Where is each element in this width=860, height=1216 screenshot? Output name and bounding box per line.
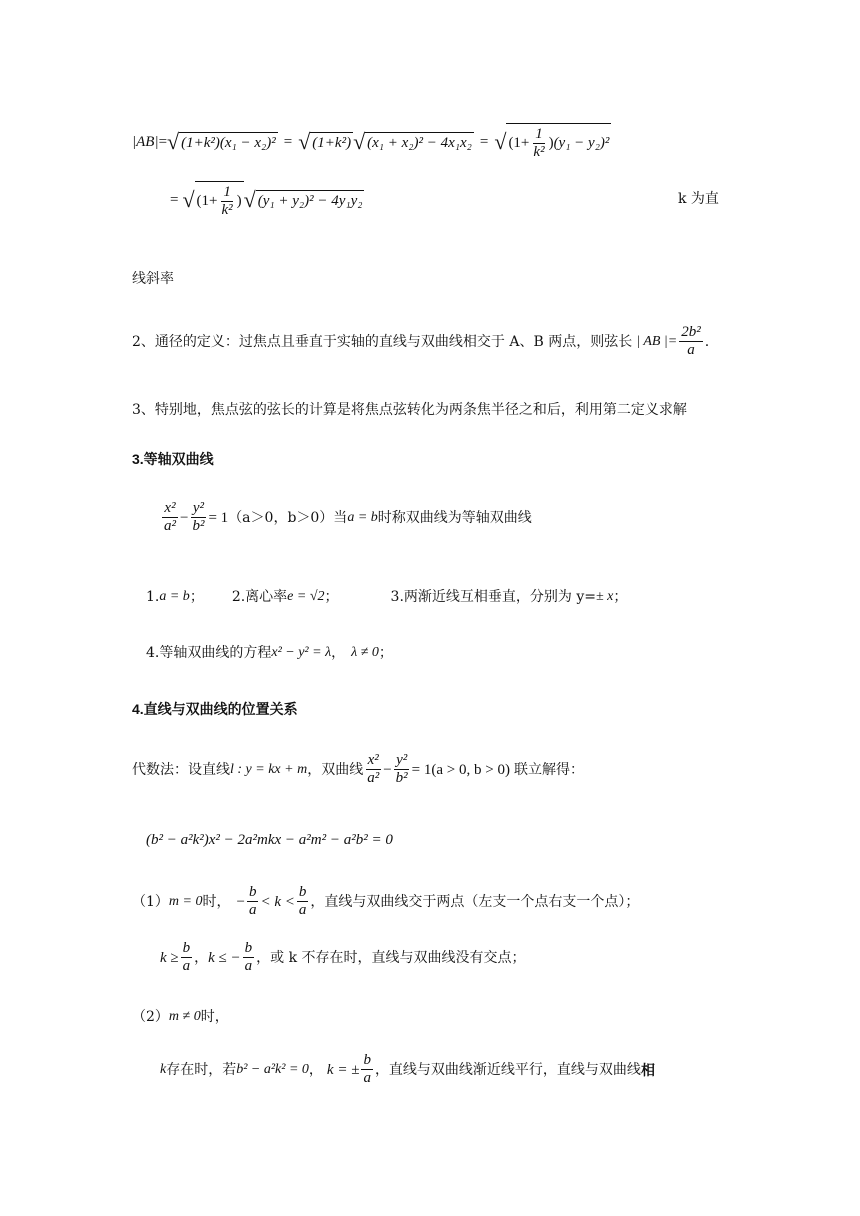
k-note-b: 线斜率 (132, 271, 174, 287)
algebraic-method: 代数法：设直线 l : y = kx + m ，双曲线 $\frac{\text{x²}}{\text{a²}}$ − $\frac{\text{y²}}{\text{b²}}$ = 1(a > 0, b > 0) 联立解得： (132, 752, 584, 786)
equiaxed-properties: 1. a = b ； 2.离心率 e = √2 ； 3.两渐近线互相垂直，分别为 y= ± x ； (146, 589, 628, 605)
equiaxed-definition: $\frac{\text{x²}}{\text{a²}}$ − $\frac{\text{y²}}{\text{b²}}$ = 1 （a＞0，b＞0）当 a = b 时称双曲线为等轴双曲线 (164, 500, 532, 534)
sqrt-term-3: (1+ $\frac{1}{\text{k²}}$ )(y₁ − y₂)² (506, 123, 611, 161)
case-2: （2） m ≠ 0 时， (132, 1009, 229, 1025)
case-1: （1） m = 0 时， − $\frac{b}{a}$ < k < $\frac{b}{a}$ ，直线与双曲线交于两点（左支一个点右支一个点）； (132, 884, 640, 918)
case-2-detail: k 存在时，若 b² − a²k² = 0 ， k = ± $\frac{b}{a}$ ，直线与双曲线渐近线平行，直线与双曲线 相 (160, 1052, 655, 1086)
chord-formula-line1: |AB| = √ (1+k²)(x₁ − x₂)² = √ (1+k²) √ (x₁ + x₂)² − 4x₁x₂ = √ (1+ $\frac{1}{\text{k²}}$ )(y₁ − y₂)² (132, 120, 611, 164)
latus-definition: 2、通径的定义：过焦点且垂直于实轴的直线与双曲线相交于 A、B 两点，则弦长 | AB |= $\frac{\text{2b²}}{a}$ . (132, 324, 710, 358)
heading-equiaxed: 3.等轴双曲线 (132, 451, 214, 467)
focal-chord-text: 3、特别地，焦点弦的弦长的计算是将焦点弦转化为两条焦半径之和后，利用第二定义求解 (132, 402, 687, 418)
sqrt-term-5: (y₁ + y₂)² − 4y₁y₂ (256, 190, 365, 210)
sqrt-term-2b: (x₁ + x₂)² − 4x₁x₂ (365, 132, 474, 152)
sqrt-term-2a: (1+k²) (310, 132, 353, 152)
chord-formula-line2: = √ (1+ $\frac{1}{\text{k²}}$ ) √ (y₁ + y₂)² − 4y₁y₂ (170, 178, 364, 222)
equiaxed-property-4: 4.等轴双曲线的方程 x² − y² = λ ， λ ≠ 0 ； (146, 645, 393, 661)
sqrt-term-1: (1+k²)(x₁ − x₂)² (179, 132, 278, 152)
ab-label: |AB| (132, 133, 159, 150)
heading-line-hyperbola: 4.直线与双曲线的位置关系 (132, 701, 298, 717)
quadratic-equation: (b² − a²k²)x² − 2a²mkx − a²m² − a²b² = 0 (146, 832, 393, 848)
k-note-a: k 为直 (678, 191, 719, 207)
case-1b: k ≥ $\frac{b}{a}$ ， k ≤ − $\frac{b}{a}$ ，或 k 不存在时，直线与双曲线没有交点； (160, 940, 526, 974)
sqrt-term-4: (1+ $\frac{1}{\text{k²}}$ ) (195, 181, 244, 219)
